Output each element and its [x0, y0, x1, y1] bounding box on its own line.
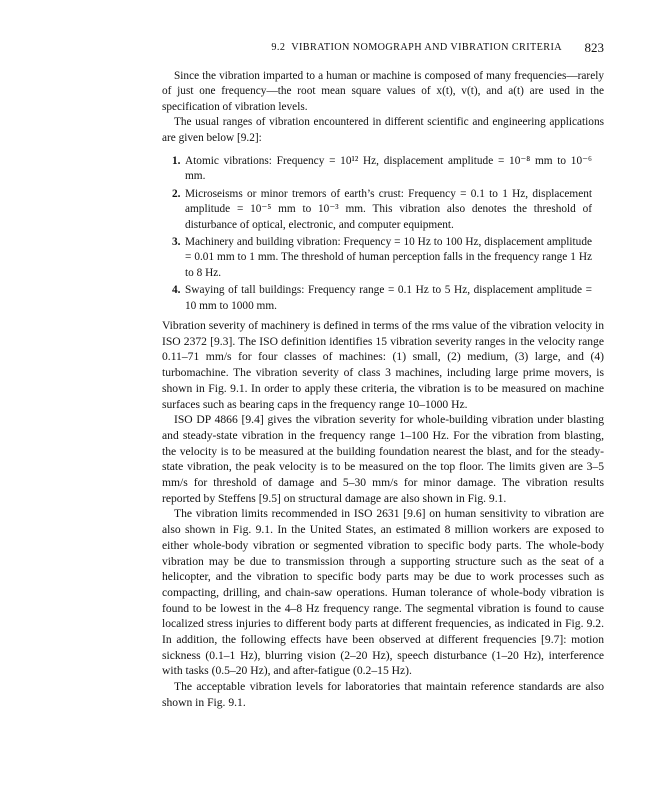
list-item — [162, 235, 592, 281]
body-paragraph-3: The vibration limits recommended in ISO 2631 [9.6] on human sensitivity to vibration are also shown in Fig. 9.1. In the United States, an estimated 8 million workers are exposed to either whole-body vibration or segmented vibration to specific body parts. The whole-body vibration may be due to transmission through a supporting structure such as the seat of a helicopter, and the vibration to specific body parts may be due to work processes such as compacting, drilling, and chain-saw operations. Human tolerance of whole-body vibration is found to be lowest in the 4–8 Hz frequency range. The segmental vibration is found to cause localized stress injuries to different body parts at different frequencies, as indicated in Fig. 9.2. In addition, the following effects have been observed at different frequencies [9.7]: motion sickness (0.1–1 Hz), blurring vision (2–20 Hz), speech disturbance (1–20 Hz), interference with tasks (0.5–20 Hz), and after-fatigue (0.2–15 Hz). — [162, 507, 604, 678]
list-item-text: Swaying of tall buildings: Frequency range = 0.1 Hz to 5 Hz, displacement amplitude = 10 mm to 1000 mm. — [185, 284, 592, 312]
running-header — [162, 40, 604, 58]
list-item-text: Microseisms or minor tremors of earth’s crust: Frequency = 0.1 to 1 Hz, displacement amplitude = 10⁻⁵ mm to 10⁻³ mm. This vibration also denotes the threshold of disturbance of optical, electronic, and computer equipment. — [185, 187, 592, 231]
list-item — [162, 154, 592, 185]
list-item-number: 2. — [172, 187, 181, 200]
section-title: VIBRATION NOMOGRAPH AND VIBRATION CRITERIA — [291, 42, 562, 53]
list-item-text: Atomic vibrations: Frequency = 10¹² Hz, displacement amplitude = 10⁻⁸ mm to 10⁻⁶ mm. — [185, 155, 592, 183]
intro-paragraph-2: The usual ranges of vibration encountered in different scientific and engineering applications are given below [9.2]: — [162, 116, 604, 144]
list-item-text: Machinery and building vibration: Frequency = 10 Hz to 100 Hz, displacement amplitude = 0.01 mm to 1 mm. The threshold of human perception falls in the frequency range 1 Hz to 8 Hz. — [185, 236, 592, 279]
intro-paragraph-1: Since the vibration imparted to a human or machine is composed of many frequencies—rarely of just one frequency—the root mean square values of x(t), v(t), and a(t) are used in the specification of vibration levels. — [162, 70, 604, 113]
intro-section — [162, 69, 604, 146]
section-number: 9.2 — [271, 42, 286, 53]
list-item — [162, 283, 592, 314]
body-paragraph-4: The acceptable vibration levels for laboratories that maintain reference standards are also shown in Fig. 9.1. — [162, 680, 604, 709]
page-number: 823 — [584, 40, 604, 55]
running-title — [271, 42, 562, 53]
body-paragraph-2: ISO DP 4866 [9.4] gives the vibration severity for whole-building vibration under blasting and steady-state vibration in the frequency range 1–100 Hz. For the vibration from blasting, the velocity is to be measured at the building foundation nearest the blast, and for the steady-state vibration, the peak velocity is to be measured on the top floor. The limits given are 3–5 mm/s for threshold of damage and 5–30 mm/s for minor damage. The vibration results reported by Steffens [9.5] on structural damage are also shown in Fig. 9.1. — [162, 413, 604, 505]
body-paragraph-1: Vibration severity of machinery is defined in terms of the rms value of the vibration velocity in ISO 2372 [9.3]. The ISO definition identifies 15 vibration severity ranges in the velocity range 0.11–71 mm/s for four classes of machines: (1) small, (2) medium, (3) large, and (4) turbomachine. The vibration severity of class 3 machines, including large prime movers, is shown in Fig. 9.1. In order to apply these criteria, the vibration is to be measured on machine surfaces such as bearing caps in the frequency range 10–1000 Hz. — [162, 319, 604, 411]
main-body — [162, 318, 604, 711]
list-item — [162, 187, 592, 233]
list-item-number: 3. — [172, 236, 181, 249]
list-item-number: 1. — [172, 155, 181, 167]
vibration-ranges-list — [162, 154, 592, 316]
list-item-number: 4. — [172, 284, 181, 297]
